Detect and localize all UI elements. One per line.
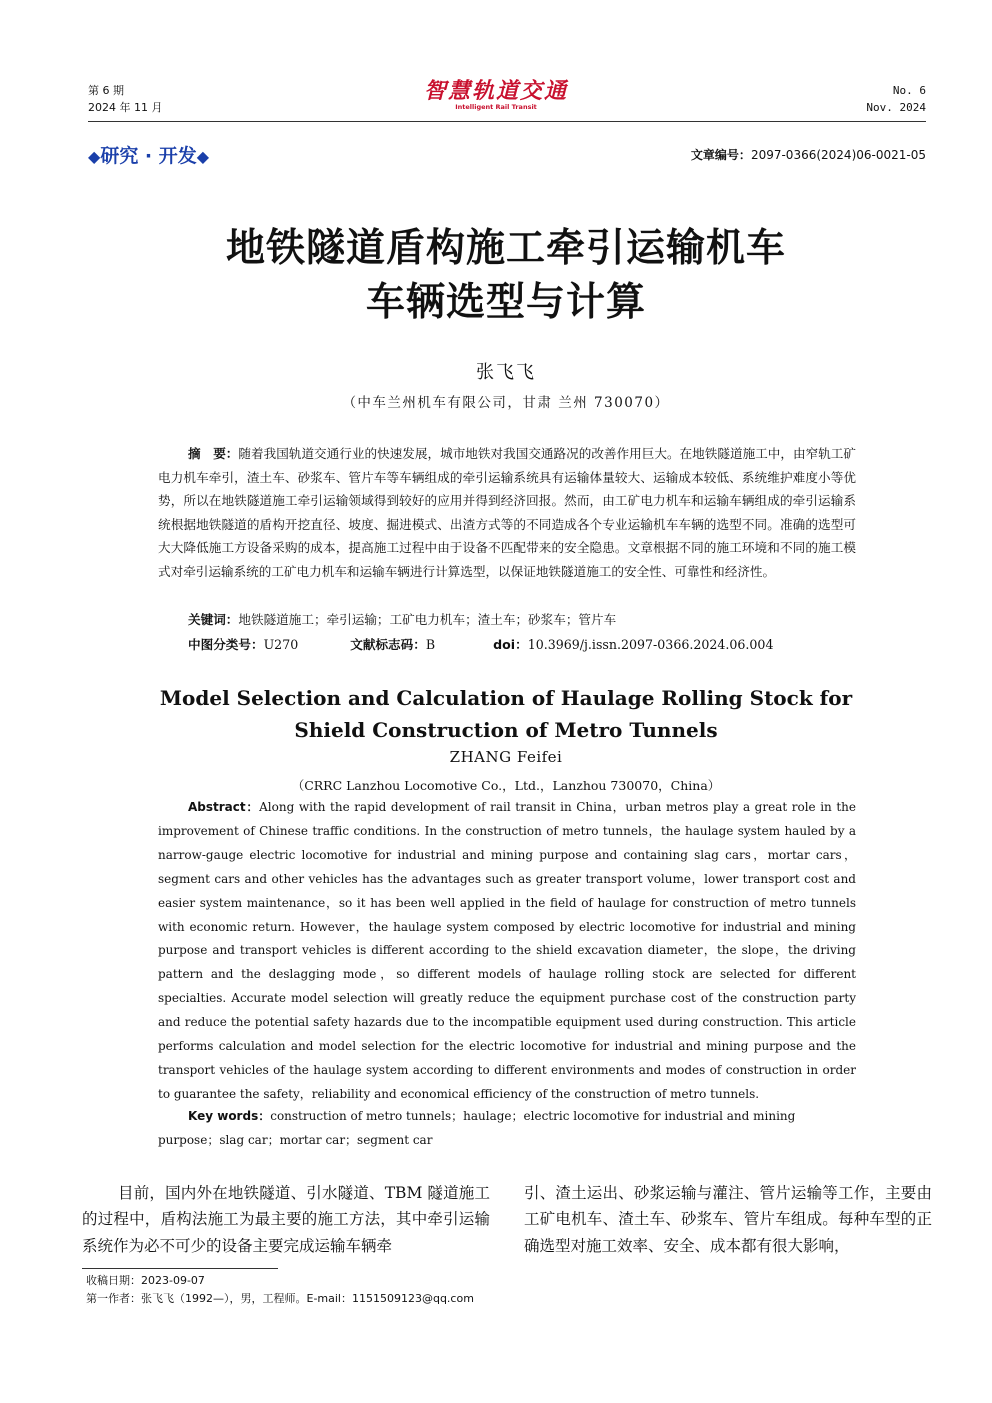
issue-number-cn: 第 6 期 [88, 84, 124, 97]
abstract-cn-text: 随着我国轨道交通行业的快速发展，城市地铁对我国交通路况的改善作用巨大。在地铁隧道施工中，由窄轨工矿电力机车牵引，渣土车、砂浆车、管片车等车辆组成的牵引运输系统具有运输体量较大、运输成本较低、系统维护难度小等优势，所以在地铁隧道施工牵引运输领域得到较好的应用并得到经济回报。然而，由工矿电力机车和运输车辆组成的牵引运输系统根据地铁隧道的盾构开挖直径、坡度、掘进模式、出渣方式等的不同造成各个专业运输机车车辆的选型不同。准确的选型可大大降低施工方设备采购的成本，提高施工过程中由于设备不匹配带来的安全隐患。文章根据不同的施工环境和不同的施工模式对牵引运输系统的工矿电力机车和运输车辆进行计算选型，以保证地铁隧道施工的安全性、可靠性和经济性。 [158, 446, 857, 579]
keywords-cn [188, 608, 856, 631]
body-column-left: 目前，国内外在地铁隧道、引水隧道、TBM 隧道施工的过程中，盾构法施工为最主要的施工方法，其中牵引运输系统作为必不可少的设备主要完成运输车辆牵 [82, 1184, 490, 1255]
article-number-label: 文章编号： [690, 148, 751, 162]
title-en-line2: Shield Construction of Metro Tunnels [294, 718, 718, 742]
clc-value: U270 [263, 637, 299, 652]
abstract-en [158, 796, 856, 1107]
journal-name-en: Intelligent Rail Transit [455, 103, 537, 111]
doi-label: doi： [493, 637, 528, 652]
keywords-cn-text: 地铁隧道施工；牵引运输；工矿电力机车；渣土车；砂浆车；管片车 [238, 612, 617, 627]
author-info: 第一作者：张飞飞（1992—），男，工程师。E-mail：1151509123@qq.com [86, 1292, 474, 1305]
journal-logo [0, 74, 992, 111]
header-right [866, 82, 926, 116]
keywords-en-text: construction of metro tunnels；haulage；electric locomotive for industrial and mining purpose；slag car；mortar car；segment car [158, 1109, 796, 1147]
classification-line [188, 633, 773, 656]
abstract-en-text: Along with the rapid development of rail transit in China，urban metros play a great role in the improvement of Chinese traffic conditions. In the construction of metro tunnels，the haulage system hauled by a narrow-gauge electric locomotive for industrial and mining purpose and containing slag cars，mortar cars，segment cars and other vehicles has the advantages such as greater transport volume，lower transport cost and easier system maintenance，so it has been well applied in the field of haulage for construction of metro tunnels with economic return. However，the haulage system composed by electric locomotive for industrial and mining purpose and transport vehicles is different according to the shield excavation diameter，the slope，the driving pattern and the deslagging mode，so different models of haulage rolling stock are selected for different specialties. Accurate model selection will greatly reduce the equipment purchase cost of the construction party and reduce the potential safety hazards due to the incompatible equipment used during construction. This article performs calculation and model selection for the electric locomotive for industrial and mining purpose and the transport vehicles of the haulage system according to different environments and modes of construction in order to guarantee the safety，reliability and economical efficiency of the construction of metro tunnels. [158, 800, 856, 1101]
header-rule [88, 121, 926, 122]
keywords-en-label: Key words： [188, 1109, 271, 1123]
received-date: 收稿日期：2023-09-07 [86, 1274, 205, 1287]
doi-value: 10.3969/j.issn.2097-0366.2024.06.004 [527, 637, 774, 652]
keywords-en [158, 1105, 856, 1153]
diamond-right-icon: ◆ [196, 147, 210, 166]
body-column-right: 引、渣土运出、砂浆运输与灌注、管片运输等工作，主要由工矿电机车、渣土车、砂浆车、管片车组成。每种车型的正确选型对施工效率、安全、成本都有很大影响， [524, 1184, 932, 1255]
issue-date-cn: 2024 年 11 月 [88, 101, 163, 114]
doc-code-value: B [425, 637, 436, 652]
clc-label: 中图分类号： [188, 637, 264, 652]
title-cn-line2: 车辆选型与计算 [365, 279, 646, 325]
article-number-value: 2097-0366(2024)06-0021-05 [750, 148, 926, 162]
diamond-left-icon: ◆ [88, 147, 101, 166]
column-tag [88, 141, 209, 168]
abstract-cn-label: 摘 要： [188, 446, 239, 461]
footnote-rule [82, 1268, 278, 1269]
column-label: 研究 · 开发 [100, 145, 197, 167]
author-en: ZHANG Feifei [449, 748, 563, 766]
affiliation-en: （CRRC Lanzhou Locomotive Co.，Ltd.，Lanzhou 730070，China） [291, 778, 721, 793]
title-en-line1: Model Selection and Calculation of Haulage Rolling Stock for [159, 686, 853, 710]
issue-date-en: Nov. 2024 [866, 101, 926, 114]
title-cn-line1: 地铁隧道盾构施工牵引运输机车 [225, 225, 786, 271]
abstract-cn [158, 442, 856, 584]
abstract-en-label: Abstract： [188, 800, 260, 814]
keywords-cn-label: 关键词： [188, 612, 239, 627]
issue-number-en: No. 6 [892, 84, 926, 97]
author-cn: 张飞飞 [476, 362, 536, 383]
doc-code-label: 文献标志码： [350, 637, 426, 652]
affiliation-cn: （中车兰州机车有限公司，甘肃 兰州 730070） [342, 395, 670, 411]
journal-name-cn: 智慧轨道交通 [423, 78, 568, 104]
footnote [86, 1272, 474, 1308]
article-number [691, 146, 926, 163]
